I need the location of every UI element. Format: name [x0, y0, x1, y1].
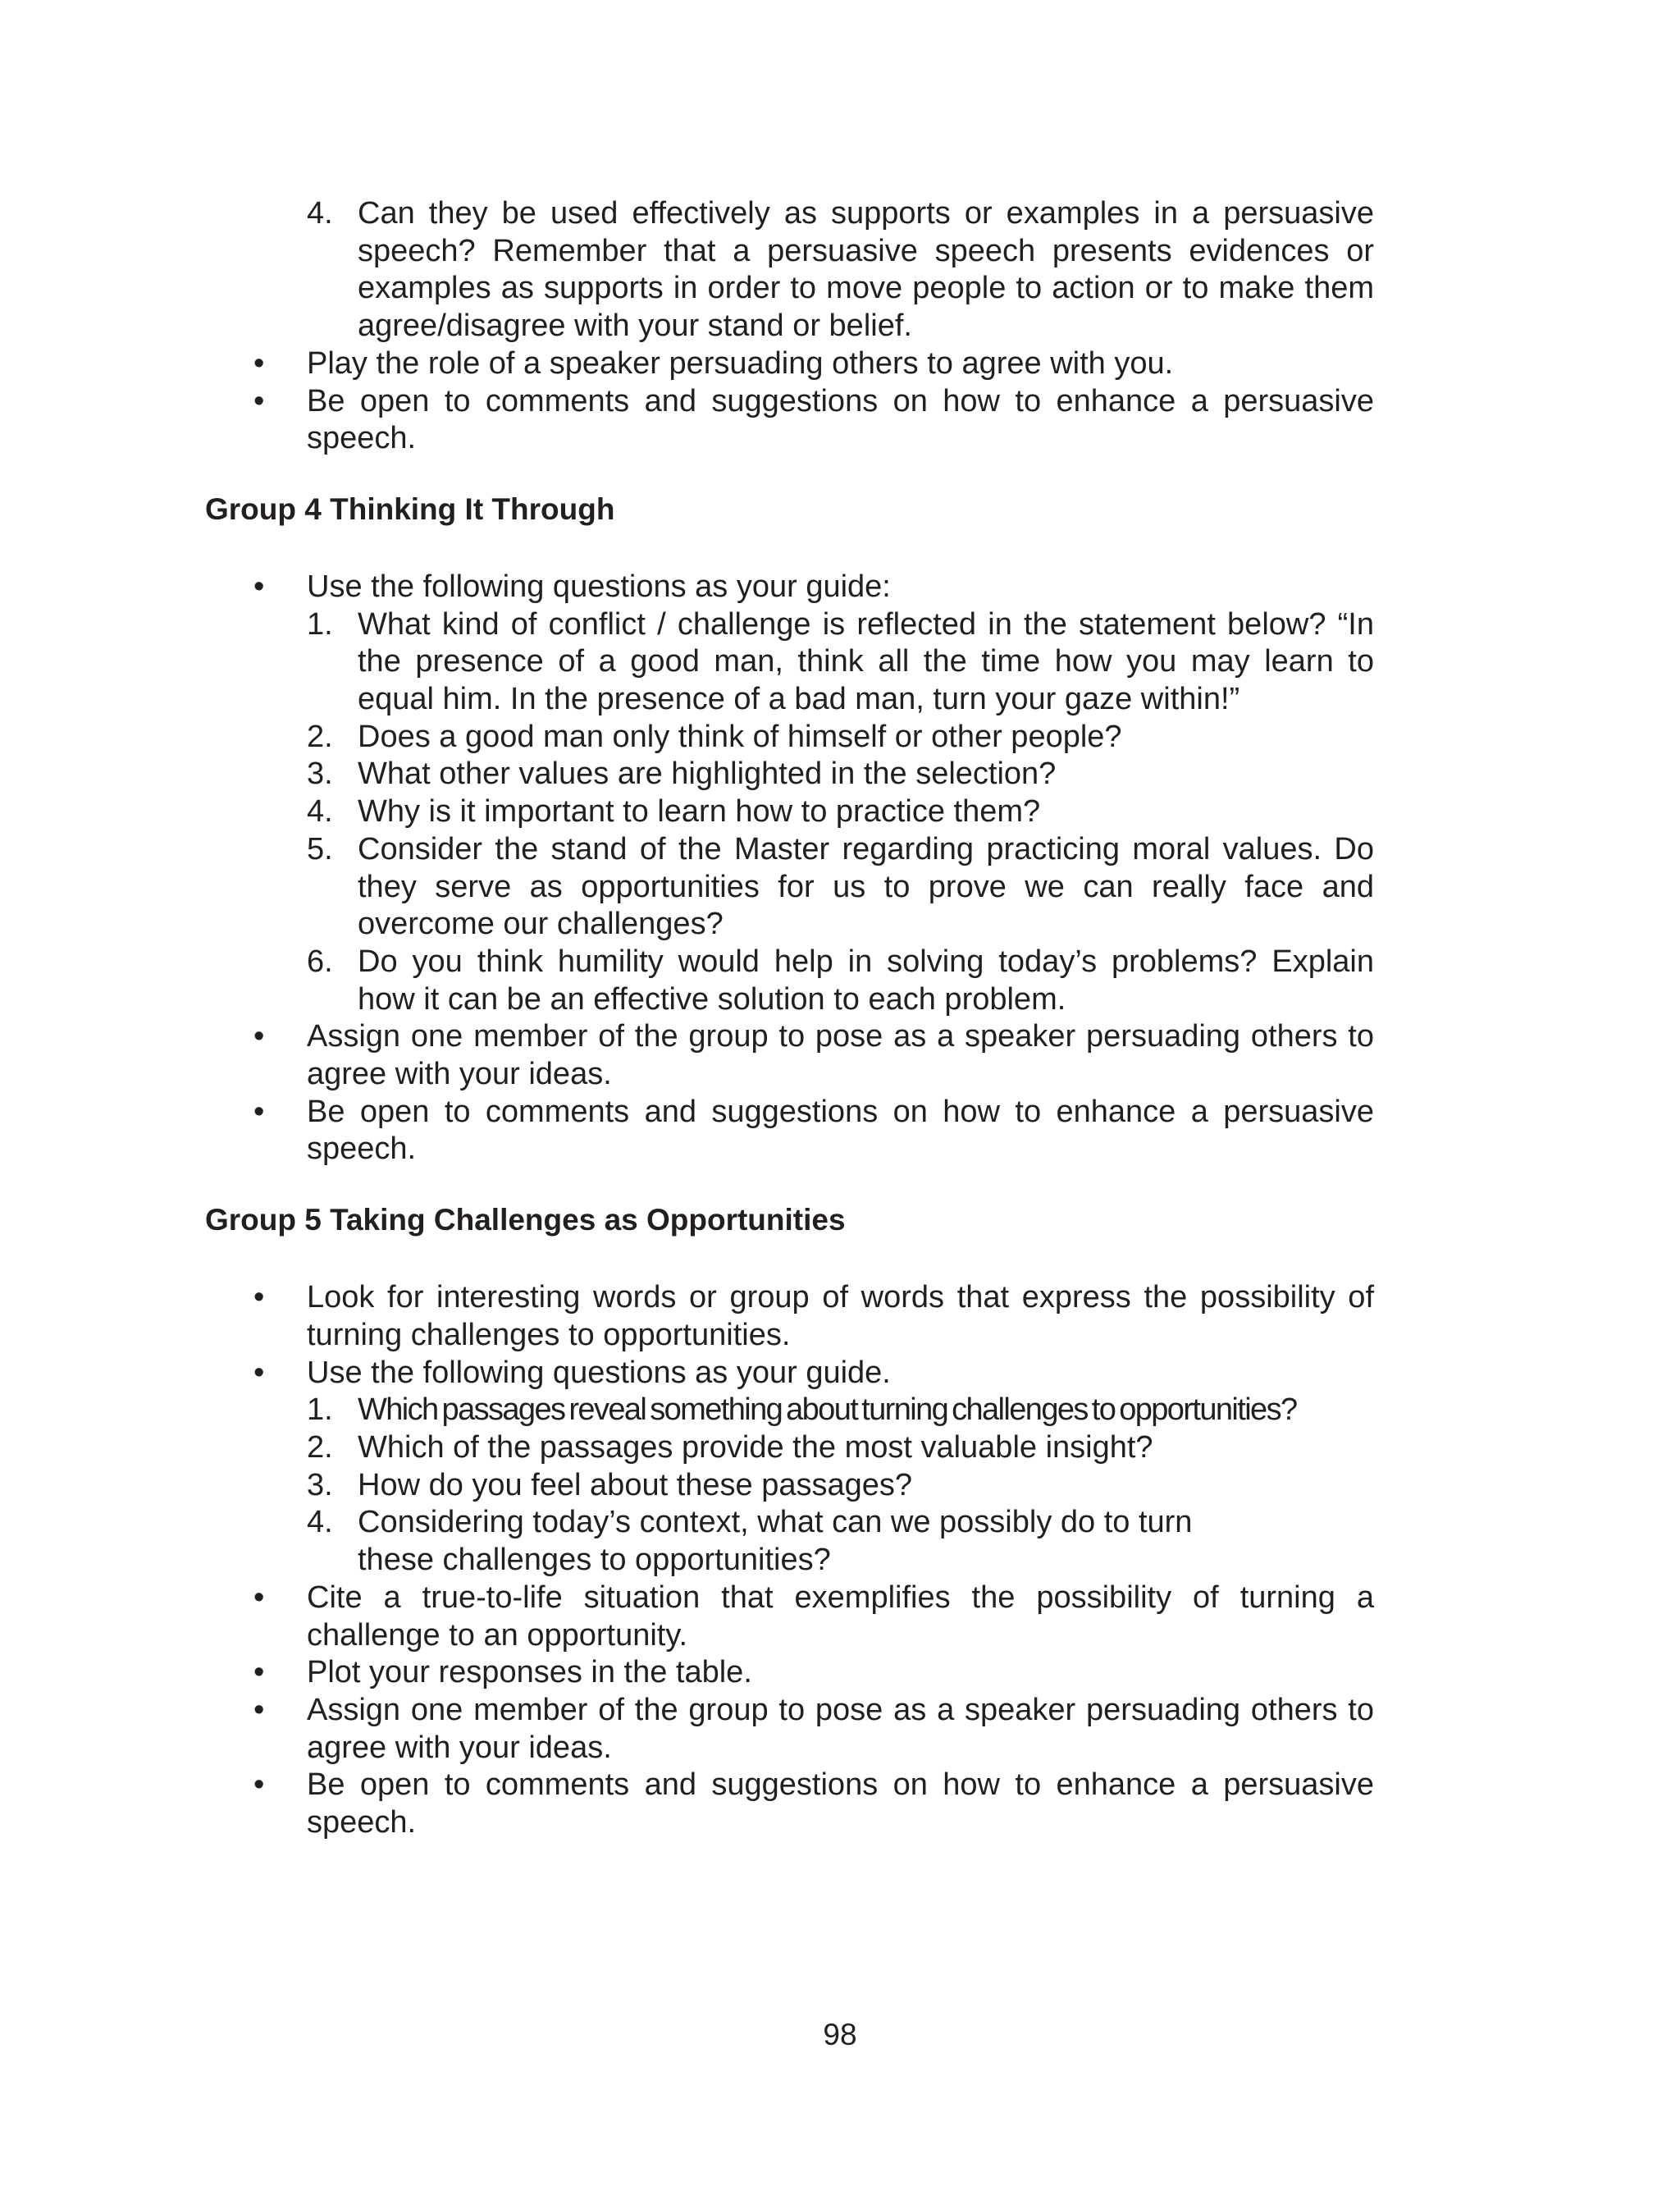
numbered-item [205, 1504, 1374, 1579]
group5-heading: Group 5 Taking Challenges as Opportunities [205, 1203, 846, 1237]
bullet-icon: • [253, 383, 265, 418]
bullet-text: Plot your responses in the table. [307, 1655, 752, 1690]
numbered-item [205, 793, 1374, 831]
item-number: 1. [307, 1392, 333, 1428]
item-text: Which passages reveal something about turning challenges to opportunities? [358, 1392, 1297, 1428]
bullet-icon: • [253, 1019, 265, 1054]
page-content [205, 195, 1374, 1842]
numbered-item [205, 719, 1374, 757]
bullet-icon: • [253, 569, 265, 604]
item-number: 4. [307, 794, 333, 830]
bullet-icon: • [253, 1767, 265, 1803]
bullet-text: Play the role of a speaker persuading others to agree with you. [307, 345, 1174, 381]
page-number: 98 [823, 2018, 857, 2051]
item-number: 2. [307, 1429, 333, 1465]
bullet-text: Assign one member of the group to pose as a speaker persuading others to agree with your ideas. [307, 1019, 1374, 1092]
bullet-item [205, 569, 1374, 606]
item-text: Considering today’s context, what can we possibly do to turn these challenges to opportunities? [358, 1505, 1193, 1578]
bullet-text: Be open to comments and suggestions on how to enhance a persuasive speech. [307, 1767, 1374, 1840]
item-number: 3. [307, 757, 333, 792]
numbered-item [205, 944, 1374, 1018]
bullet-icon: • [253, 1280, 265, 1315]
item-text: Do you think humility would help in solving today’s problems? Explain how it can be an effective solution to each problem. [358, 944, 1374, 1017]
item-number: 3. [307, 1467, 333, 1502]
item-number: 4. [307, 196, 333, 231]
numbered-item [205, 756, 1374, 793]
bullet-item [205, 1580, 1374, 1654]
item-text: How do you feel about these passages? [358, 1467, 913, 1502]
bullet-text: Assign one member of the group to pose as a speaker persuading others to agree with your ideas. [307, 1692, 1374, 1765]
bullet-text: Look for interesting words or group of words that express the possibility of turning challenges to opportunities. [307, 1280, 1374, 1352]
item-text: What other values are highlighted in the selection? [358, 757, 1057, 792]
numbered-item [205, 195, 1374, 345]
numbered-item [205, 1429, 1374, 1467]
bullet-icon: • [253, 345, 265, 381]
bullet-item [205, 1692, 1374, 1767]
numbered-item [205, 1392, 1374, 1429]
bullet-icon: • [253, 1094, 265, 1129]
item-text: Can they be used effectively as supports or examples in a persuasive speech? Remember that a persuasive speech presents evidences or examples as supports in order to move people to action or to make them agree/disagree with your stand or belief. [358, 196, 1374, 344]
bullet-icon: • [253, 1692, 265, 1727]
numbered-item [205, 606, 1374, 719]
bullet-icon: • [253, 1355, 265, 1390]
item-text: Which of the passages provide the most valuable insight? [358, 1429, 1153, 1465]
bullet-text: Use the following questions as your guide: [307, 569, 891, 604]
item-number: 4. [307, 1505, 333, 1540]
bullet-item [205, 1355, 1374, 1392]
item-text: Consider the stand of the Master regarding practicing moral values. Do they serve as opportunities for us to prove we can really face and overcome our challenges? [358, 831, 1374, 942]
bullet-item [205, 345, 1374, 383]
bullet-text: Be open to comments and suggestions on how to enhance a persuasive speech. [307, 383, 1374, 456]
bullet-text: Use the following questions as your guide. [307, 1355, 891, 1390]
bullet-item [205, 383, 1374, 458]
item-number: 6. [307, 944, 333, 979]
bullet-item [205, 1018, 1374, 1093]
bullet-icon: • [253, 1655, 265, 1690]
bullet-item [205, 1767, 1374, 1841]
item-number: 2. [307, 719, 333, 754]
bullet-item [205, 1279, 1374, 1354]
numbered-item [205, 1467, 1374, 1505]
item-number: 1. [307, 606, 333, 642]
bullet-text: Cite a true-to-life situation that exemplifies the possibility of turning a challenge to an opportunity. [307, 1580, 1374, 1653]
item-text: Does a good man only think of himself or other people? [358, 719, 1122, 754]
item-number: 5. [307, 831, 333, 866]
item-text: Why is it important to learn how to practice them? [358, 794, 1041, 830]
bullet-item [205, 1654, 1374, 1692]
numbered-item [205, 831, 1374, 944]
item-text: What kind of conflict / challenge is reflected in the statement below? “In the presence of a good man, think all the time how you may learn to equal him. In the presence of a bad man, turn your gaze within!” [358, 606, 1374, 717]
bullet-item [205, 1094, 1374, 1168]
bullet-icon: • [253, 1580, 265, 1615]
bullet-text: Be open to comments and suggestions on how to enhance a persuasive speech. [307, 1094, 1374, 1167]
group4-heading: Group 4 Thinking It Through [205, 491, 615, 526]
